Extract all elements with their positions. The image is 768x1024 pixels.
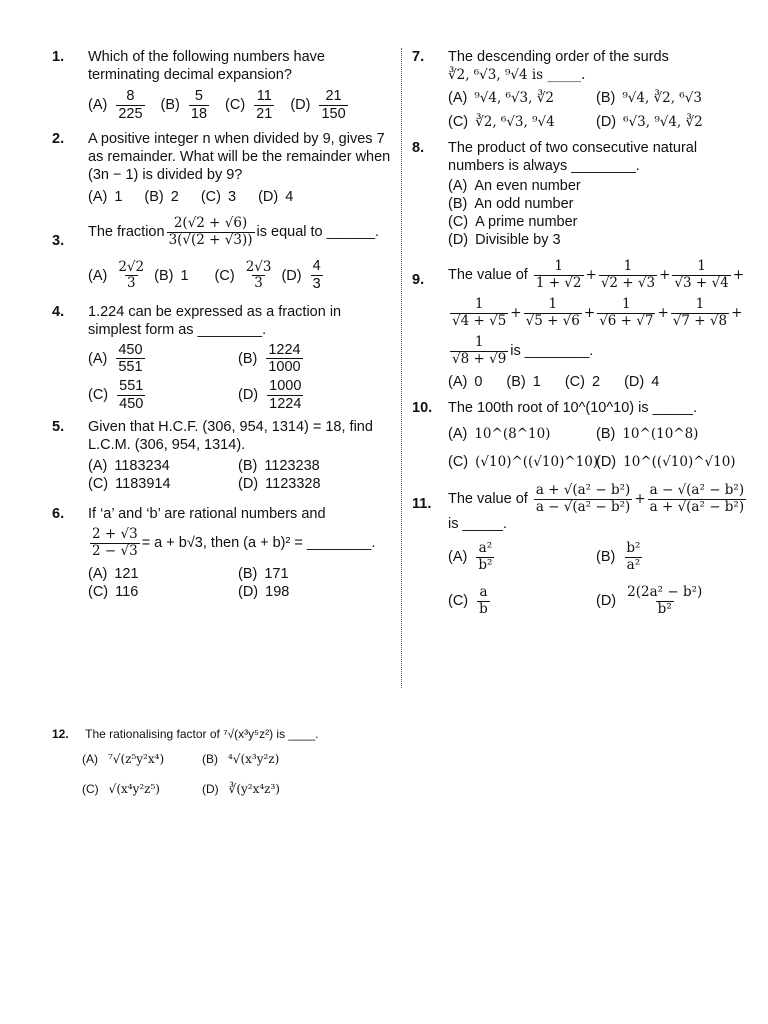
option-label: (D) <box>448 232 469 248</box>
term-numerator: 1 <box>695 296 705 313</box>
option-value: 1123328 <box>265 476 321 493</box>
option-label: (B) <box>506 374 526 391</box>
option-a[interactable] <box>88 565 224 583</box>
option-d[interactable] <box>290 88 349 122</box>
option-a[interactable] <box>88 457 224 475</box>
option-label: (B) <box>238 350 258 367</box>
option-a[interactable] <box>82 751 202 767</box>
option-value: √(x⁴y²z⁵) <box>108 782 160 796</box>
option-denominator: 551 <box>118 359 143 376</box>
option-numerator: 2√3 <box>245 258 272 275</box>
option-label: (B) <box>596 90 616 106</box>
question-6 <box>52 505 392 601</box>
question-expression: ∛2, ⁶√3, ⁹√4 is _____. <box>448 67 586 83</box>
option-c[interactable] <box>448 113 582 131</box>
options <box>448 89 757 131</box>
option-value: ⁷√(z⁵y²x⁴) <box>108 752 165 766</box>
option-value: 1183234 <box>114 458 170 475</box>
fraction-numerator: 2 + √3 <box>92 526 138 543</box>
option-label: (B) <box>238 566 258 583</box>
option-label: (A) <box>82 752 98 766</box>
option-label: (A) <box>448 90 468 106</box>
fraction-denominator: 3(√(2 + √3)) <box>168 231 253 248</box>
option-label: (A) <box>88 350 108 367</box>
option-value: ⁹√4, ∛2, ⁶√3 <box>622 90 702 106</box>
option-label: (C) <box>88 584 109 601</box>
option-label: (B) <box>596 426 616 443</box>
option-value: 4 <box>651 374 660 391</box>
option-d[interactable] <box>596 453 736 471</box>
option-c[interactable] <box>565 373 600 391</box>
question-text: The rationalising factor of ⁷√(x³y⁵z²) is ____. <box>85 727 319 741</box>
option-label: (C) <box>200 189 221 206</box>
option-label: (C) <box>214 267 235 284</box>
option-label: (A) <box>448 426 468 443</box>
question-text: The product of two consecutive natural numbers is always ________. <box>448 140 698 174</box>
question-1 <box>52 48 392 122</box>
option-label: (A) <box>88 458 108 475</box>
option-d[interactable] <box>238 378 374 412</box>
option-value: ∛(y²x⁴z³) <box>228 782 280 796</box>
question-prefix: The value of <box>448 267 528 284</box>
question-5 <box>52 418 392 493</box>
fraction-numerator: a − √(a² − b²) <box>649 482 745 499</box>
question-text: 1.224 can be expressed as a fraction in simplest form as ________. <box>88 303 342 338</box>
option-denominator: b² <box>657 600 672 617</box>
option-denominator: 150 <box>321 105 346 122</box>
fraction-numerator: 2(√2 + √6) <box>173 215 248 232</box>
question-number: 10. <box>412 400 433 417</box>
option-label: (D) <box>596 114 617 130</box>
question-prefix: The value of <box>448 491 528 508</box>
options <box>448 541 757 617</box>
option-a[interactable] <box>88 188 122 206</box>
option-value: ⁹√4, ⁶√3, ∛2 <box>474 90 554 106</box>
option-value: 1123238 <box>264 458 320 475</box>
term <box>534 259 584 291</box>
option-label: (A) <box>88 189 108 206</box>
option-label: (D) <box>596 454 617 471</box>
term <box>524 297 582 329</box>
question-text: A positive integer n when divided by 9, gives 7 as remainder. What will be the remainder when (3n − 1) is divided by 9? <box>88 131 391 184</box>
options <box>52 342 392 413</box>
question-expression: The value of $\frac{1}{1 + √2}$ + $\frac{1}{√2 + √3}$ + $\frac{1}{√3 + √4}$ + $\frac{1}{√4 + √5}$ + $\frac{1}{√5 + √6}$ + $\frac{1}{√6 + √7}$ + $\frac{1}{√7 + √8}$ + $\frac{1}{√8 + √9}$ is ________. <box>448 258 744 367</box>
option-label: (A) <box>448 374 468 391</box>
option-value: 1 <box>532 374 541 391</box>
option-value: 121 <box>114 566 139 583</box>
option-value: A prime number <box>475 214 578 230</box>
option-label: (C) <box>564 374 585 391</box>
term <box>597 297 655 329</box>
option-value: 1 <box>114 189 123 206</box>
options <box>88 258 392 292</box>
option-label: (A) <box>88 566 108 583</box>
question-prefix: The fraction <box>88 224 165 241</box>
options <box>88 188 392 206</box>
option-label: (C) <box>82 782 99 796</box>
question-10 <box>412 399 757 471</box>
question-fraction <box>90 527 140 559</box>
option-b[interactable] <box>238 457 374 475</box>
option-b[interactable] <box>238 342 374 376</box>
question-number: 12. <box>52 727 69 741</box>
question-9 <box>412 259 757 391</box>
question-text <box>88 216 392 248</box>
option-d[interactable] <box>596 113 732 131</box>
term-denominator: √5 + √6 <box>525 312 580 329</box>
option-label: (D) <box>596 593 617 610</box>
option-label: (B) <box>144 189 164 206</box>
option-value: 2 <box>170 189 179 206</box>
option-label: (C) <box>448 214 469 230</box>
option-label: (D) <box>202 782 219 796</box>
option-a[interactable] <box>448 541 582 573</box>
option-b[interactable] <box>448 195 757 213</box>
option-label: (C) <box>225 97 246 114</box>
option-b[interactable] <box>596 425 732 443</box>
option-value: An even number <box>474 178 581 194</box>
option-a[interactable] <box>88 88 147 122</box>
option-denominator: a² <box>626 556 641 573</box>
question-3 <box>52 216 392 292</box>
option-b[interactable] <box>596 541 732 573</box>
fraction-denominator: a + √(a² − b²) <box>649 498 745 515</box>
option-d[interactable] <box>238 475 374 493</box>
question-number: 8. <box>412 140 425 156</box>
question-number: 11. <box>412 496 432 513</box>
option-value: 2 <box>591 374 601 391</box>
option-numerator: 4 <box>312 258 321 275</box>
option-label: (C) <box>448 114 469 130</box>
fraction-denominator: a − √(a² − b²) <box>535 498 631 515</box>
option-b[interactable] <box>154 267 188 285</box>
option-label: (C) <box>88 387 109 404</box>
question-number: 6. <box>52 506 65 523</box>
question-12 <box>52 726 412 797</box>
option-c[interactable] <box>88 583 224 601</box>
question-text: The descending order of the surds <box>448 49 669 65</box>
option-label: (D) <box>238 387 259 404</box>
question-8 <box>412 139 757 249</box>
option-d[interactable] <box>258 188 293 206</box>
option-value: An odd number <box>474 196 574 212</box>
option-a[interactable] <box>448 425 582 443</box>
option-value: 116 <box>115 584 139 601</box>
option-value: ∛2, ⁶√3, ⁹√4 <box>475 114 555 130</box>
question-4 <box>52 303 392 413</box>
term-denominator: √3 + √4 <box>674 274 729 291</box>
option-b[interactable] <box>506 373 540 391</box>
option-numerator: 21 <box>325 88 342 104</box>
question-number: 9. <box>412 272 425 288</box>
option-d[interactable] <box>238 583 374 601</box>
question-number: 4. <box>52 303 65 320</box>
options <box>88 565 392 601</box>
question-expression: The value of $\frac{\text{a + √(a² − b²)}}{\text{a − √(a² − b²)}}$ + $\frac{\text{a − √(a² − b²)}}{\text{a + √(a² − b²)}}$ <box>448 482 745 515</box>
question-number: 2. <box>52 131 65 148</box>
option-c[interactable] <box>448 453 599 471</box>
question-fraction <box>167 216 255 248</box>
term-denominator: √2 + √3 <box>600 274 656 291</box>
option-c[interactable] <box>215 260 276 292</box>
question-text: Which of the following numbers have terminating decimal expansion? <box>88 49 325 83</box>
option-label: (D) <box>290 97 311 114</box>
option-label: (A) <box>448 549 468 566</box>
option-denominator: 1000 <box>268 359 301 376</box>
options <box>448 373 757 391</box>
question-11 <box>412 483 757 617</box>
options <box>88 88 392 122</box>
term-denominator: √6 + √7 <box>599 312 654 329</box>
option-numerator: 1224 <box>268 341 301 358</box>
option-numerator: a <box>479 584 488 601</box>
option-d[interactable] <box>281 258 324 292</box>
option-label: (A) <box>448 178 468 194</box>
option-label: (C) <box>88 476 109 493</box>
options <box>88 457 392 493</box>
question-suffix: is equal to ______. <box>256 224 380 241</box>
option-d[interactable] <box>448 231 757 249</box>
option-value: 198 <box>265 584 290 601</box>
option-label: (D) <box>281 267 302 284</box>
option-label: (B) <box>448 196 468 212</box>
option-numerator: 8 <box>126 88 135 104</box>
column-divider <box>401 48 402 688</box>
option-value: 171 <box>264 566 289 583</box>
question-number: 3. <box>52 233 65 250</box>
term <box>450 335 508 367</box>
option-denominator: b <box>479 600 488 617</box>
option-value: ⁴√(x³y²z) <box>228 752 280 766</box>
option-label: (A) <box>88 97 108 114</box>
option-d[interactable] <box>624 373 659 391</box>
right-column <box>412 48 757 623</box>
option-denominator: 18 <box>190 105 208 122</box>
term-denominator: √7 + √8 <box>672 312 728 329</box>
option-denominator: b² <box>478 556 493 573</box>
option-numerator: 5 <box>194 88 203 104</box>
option-a[interactable] <box>448 373 482 391</box>
option-denominator: 225 <box>118 105 143 122</box>
option-denominator: 3 <box>126 275 136 292</box>
question-number: 7. <box>412 49 425 65</box>
option-denominator: 450 <box>119 395 144 412</box>
option-denominator: 21 <box>256 105 273 122</box>
option-label: (B) <box>238 458 258 475</box>
option-value: 3 <box>227 189 237 206</box>
term-numerator: 1 <box>623 258 633 274</box>
option-a[interactable] <box>88 342 224 376</box>
option-label: (D) <box>624 374 645 391</box>
term <box>450 297 508 329</box>
option-c[interactable] <box>448 585 582 617</box>
option-numerator: b² <box>626 540 641 557</box>
left-column <box>52 48 392 607</box>
question-number: 1. <box>52 49 65 65</box>
question-text: If ‘a’ and ‘b’ are rational numbers and <box>88 506 326 523</box>
option-b[interactable] <box>202 751 322 767</box>
option-label: (D) <box>258 189 279 206</box>
question-text: The 100th root of 10^(10^10) is _____. <box>448 400 697 417</box>
question-suffix: is _____. <box>448 516 507 533</box>
option-numerator: 450 <box>118 341 143 358</box>
fraction-2 <box>648 483 747 515</box>
option-value: 4 <box>285 189 294 206</box>
option-numerator: 2(2a² − b²) <box>627 584 703 601</box>
term-numerator: 1 <box>697 258 706 274</box>
options-row-1 <box>82 751 412 767</box>
option-c[interactable] <box>448 213 757 231</box>
option-label: (C) <box>448 454 469 471</box>
option-c[interactable] <box>88 475 224 493</box>
fraction-numerator: a + √(a² − b²) <box>535 482 631 499</box>
question-7 <box>412 48 757 131</box>
option-a[interactable] <box>448 177 757 195</box>
option-label: (B) <box>202 752 218 766</box>
term-numerator: 1 <box>548 296 558 313</box>
question-2 <box>52 130 392 206</box>
option-denominator: 3 <box>312 276 321 293</box>
option-value: 10^((√10)^√10) <box>623 454 736 471</box>
option-value: 1 <box>180 267 189 284</box>
option-value: 1183914 <box>115 476 171 493</box>
term-denominator: 1 + √2 <box>535 274 582 291</box>
option-numerator: 1000 <box>269 378 302 395</box>
option-a[interactable] <box>88 260 148 292</box>
question-equation-rest: = a + b√3, then (a + b)² = ________. <box>141 535 376 552</box>
option-value: 0 <box>474 374 483 391</box>
option-value: (√10)^((√10)^10) <box>475 454 599 471</box>
term-denominator: √8 + √9 <box>452 350 507 367</box>
option-label: (A) <box>88 267 108 284</box>
option-d[interactable] <box>202 781 322 797</box>
term <box>672 259 730 291</box>
term <box>599 259 657 291</box>
option-a[interactable] <box>448 89 582 107</box>
option-numerator: a² <box>478 540 493 557</box>
option-numerator: 551 <box>119 378 144 395</box>
option-b[interactable] <box>161 88 211 122</box>
option-d[interactable] <box>596 585 732 617</box>
option-label: (C) <box>448 593 469 610</box>
option-value: 10^(8^10) <box>474 426 551 443</box>
question-equation <box>88 527 392 559</box>
option-b[interactable] <box>238 565 374 583</box>
option-c[interactable] <box>201 188 236 206</box>
term-denominator: √4 + √5 <box>452 312 507 329</box>
option-label: (B) <box>160 97 180 114</box>
option-label: (B) <box>154 267 174 284</box>
option-c[interactable] <box>88 378 224 412</box>
fraction-denominator: 2 − √3 <box>92 542 138 559</box>
question-text: Given that H.C.F. (306, 954, 1314) = 18, find L.C.M. (306, 954, 1314). <box>88 419 373 454</box>
option-label: (D) <box>238 476 259 493</box>
option-denominator: 3 <box>254 275 263 292</box>
option-value: 10^(10^8) <box>622 426 699 443</box>
option-value: Divisible by 3 <box>475 232 561 248</box>
term-numerator: 1 <box>474 334 484 351</box>
option-c[interactable] <box>82 781 202 797</box>
options <box>448 425 757 471</box>
term-numerator: 1 <box>474 296 484 313</box>
option-label: (B) <box>596 549 616 566</box>
option-numerator: 2√2 <box>118 258 145 275</box>
term-numerator: 1 <box>554 258 563 274</box>
question-suffix: is ________. <box>510 343 594 360</box>
options <box>448 177 757 249</box>
options-row-2 <box>82 781 412 797</box>
fraction-1 <box>534 483 633 515</box>
option-numerator: 11 <box>256 88 272 104</box>
option-b[interactable] <box>596 89 732 107</box>
option-denominator: 1224 <box>269 395 302 412</box>
term-numerator: 1 <box>622 296 631 313</box>
option-label: (D) <box>238 584 259 601</box>
option-value: ⁶√3, ⁹√4, ∛2 <box>623 114 703 130</box>
term <box>671 297 729 329</box>
option-c[interactable] <box>225 88 276 122</box>
option-b[interactable] <box>144 188 178 206</box>
question-number: 5. <box>52 419 65 436</box>
